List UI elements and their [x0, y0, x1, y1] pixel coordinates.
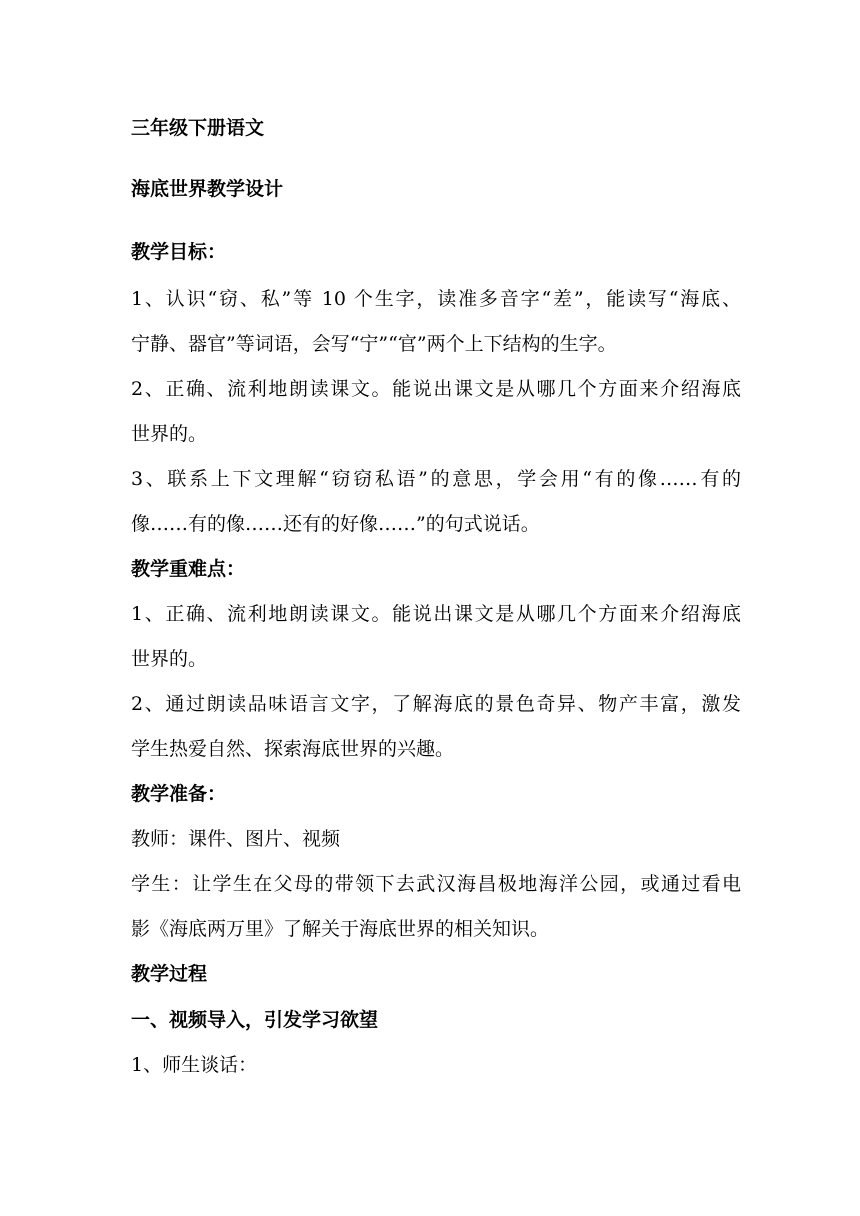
objectives-heading: 教学目标： [131, 241, 227, 263]
preparation-teacher: 教师：课件、图片、视频 [131, 828, 341, 850]
objective-2-line-2: 世界的。 [131, 423, 208, 445]
key-point-2-line-2: 学生热爱自然、探索海底世界的兴趣。 [131, 738, 455, 760]
grade-subject-title: 三年级下册语文 [131, 117, 265, 139]
process-heading: 教学过程 [131, 963, 208, 985]
key-point-1-line-1: 1、正确、流利地朗读课文。能说出课文是从哪几个方面来介绍海底 [131, 603, 741, 625]
objective-1-line-2: 宁静、器官”等词语，会写“宁”“官”两个上下结构的生字。 [131, 333, 617, 355]
preparation-student-line-1: 学生：让学生在父母的带领下去武汉海昌极地海洋公园，或通过看电 [131, 873, 741, 895]
process-section-1: 一、视频导入，引发学习欲望 [131, 1009, 379, 1031]
preparation-student-line-2: 影《海底两万里》了解关于海底世界的相关知识。 [131, 918, 550, 940]
lesson-title: 海底世界教学设计 [131, 178, 284, 200]
preparation-heading: 教学准备： [131, 783, 227, 805]
key-point-1-line-2: 世界的。 [131, 648, 208, 670]
objective-2-line-1: 2、正确、流利地朗读课文。能说出课文是从哪几个方面来介绍海底 [131, 378, 741, 400]
objective-3-line-2: 像……有的像……还有的好像……”的句式说话。 [131, 513, 540, 535]
process-step-1: 1、师生谈话： [131, 1054, 258, 1076]
objective-1-line-1: 1、认识“窃、私”等 10 个生字，读准多音字“差”，能读写“海底、 [131, 288, 741, 310]
key-point-2-line-1: 2、通过朗读品味语言文字，了解海底的景色奇异、物产丰富，激发 [131, 693, 741, 715]
objective-3-line-1: 3、联系上下文理解“窃窃私语”的意思，学会用“有的像……有的 [131, 468, 741, 490]
key-points-heading: 教学重难点： [131, 558, 246, 580]
